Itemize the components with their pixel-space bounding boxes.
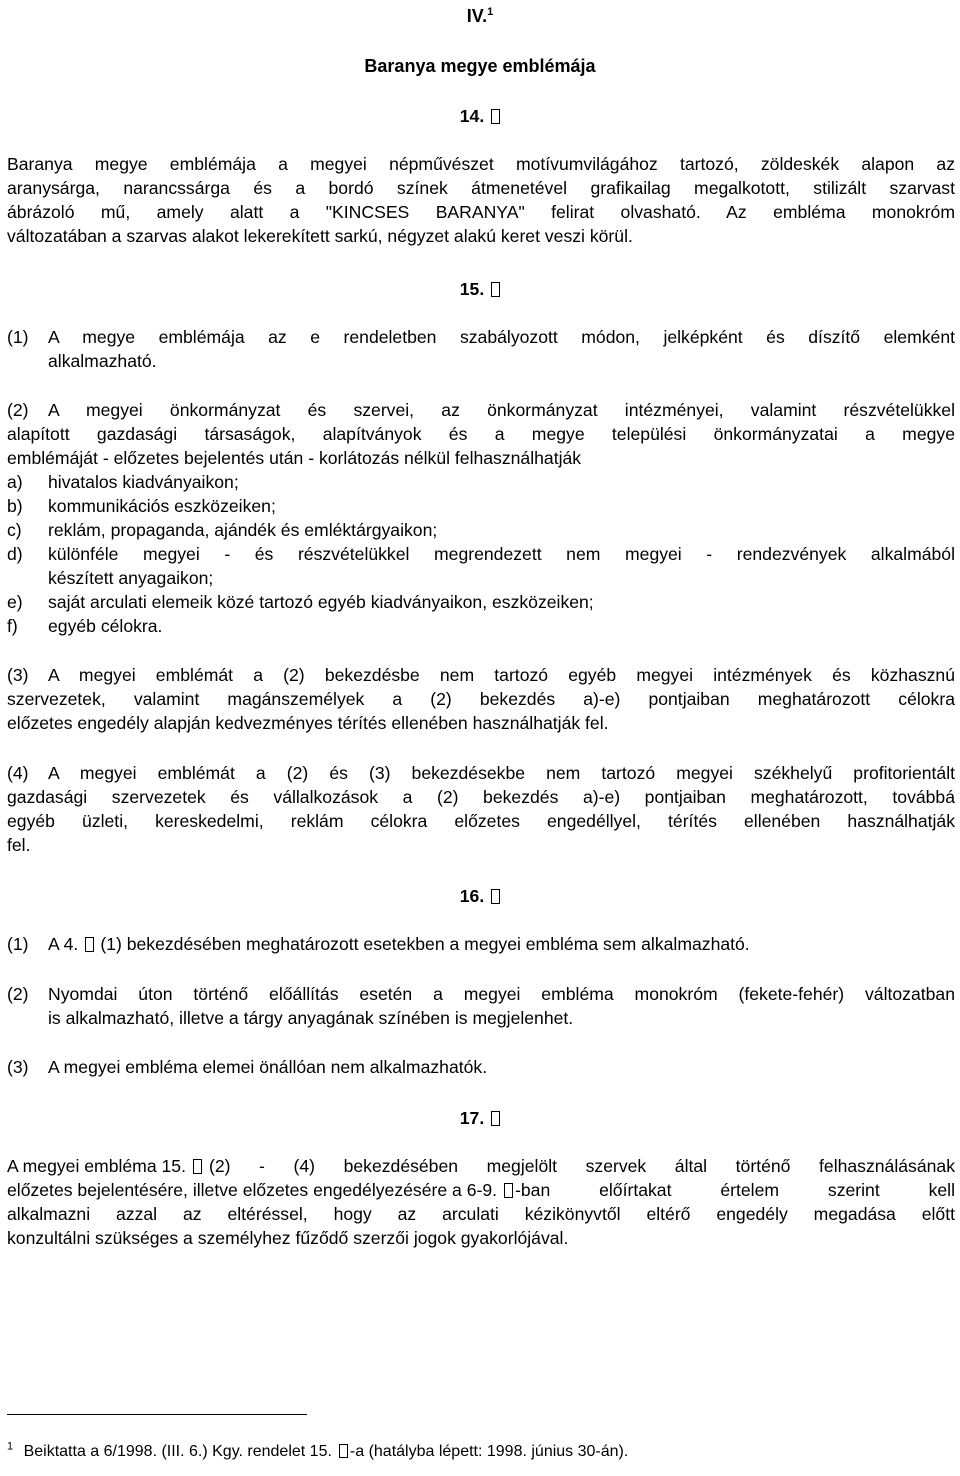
list-item-letter: a)	[7, 472, 23, 492]
section-15-heading	[0, 277, 960, 301]
text-fragment: Beiktatta a 6/1998. (III. 6.) Kgy. rendelet 15.	[23, 1443, 332, 1460]
s15-p2-line-2: alapított gazdasági társaságok, alapítványok és a megye települési önkormányzatai a megye	[7, 424, 955, 444]
s14-line-4: változatában a szarvas alakot lekerekített sarkú, négyzet alakú keret veszi körül.	[7, 226, 633, 246]
text-fragment: -a (hatályba lépett: 1998. június 30-án).	[349, 1443, 629, 1460]
s15-p3-line-3: előzetes engedély alapján kedvezményes térítés ellenében használhatják fel.	[7, 713, 609, 733]
text-fragment: (1) bekezdésében meghatározott esetekben a megyei embléma sem alkalmazható.	[100, 934, 750, 954]
list-item-letter: c)	[7, 520, 22, 540]
text-fragment: A 4.	[48, 934, 79, 954]
list-item-continuation: készített anyagaikon;	[48, 568, 214, 588]
section-number: 17.	[459, 1108, 485, 1128]
list-item: különféle megyei - és részvételükkel megrendezett nem megyei - rendezvények alkalmából	[48, 544, 955, 564]
text-fragment: A megyei embléma 15.	[7, 1156, 186, 1176]
text-fragment	[7, 1178, 515, 1202]
section-16-heading	[0, 884, 960, 908]
s17-line-3: alkalmazni azzal az eltéréssel, hogy az arculati kézikönyvtől eltérő engedély megadása előtt	[7, 1204, 955, 1224]
s14-line-3: ábrázoló mű, amely alatt a "KINCSES BARANYA" felirat olvasható. Az embléma monokróm	[7, 202, 955, 222]
paragraph-number: (4)	[7, 763, 29, 783]
s15-p4-line-3: egyéb üzleti, kereskedelmi, reklám célokra előzetes engedéllyel, térítés ellenében használhatják	[7, 811, 955, 831]
footnote-separator	[7, 1414, 307, 1415]
footnote-reference: 1	[487, 6, 494, 18]
section-sign-icon	[491, 109, 500, 124]
s15-p4-line-2: gazdasági szervezetek és vállalkozások a (2) bekezdés a)-e) pontjaiban meghatározott, továbbá	[7, 787, 955, 807]
section-sign-icon	[504, 1183, 513, 1198]
section-14-heading	[0, 104, 960, 128]
list-item: reklám, propaganda, ajándék és emléktárgyaikon;	[48, 520, 438, 540]
section-number: 15.	[459, 279, 485, 299]
list-item-letter: d)	[7, 544, 23, 564]
paragraph-number: (2)	[7, 400, 29, 420]
section-number: 16.	[459, 886, 485, 906]
section-17-heading	[0, 1106, 960, 1130]
section-sign-icon	[193, 1159, 202, 1174]
s15-p4-line-4: fel.	[7, 835, 31, 855]
s15-p1-line-2: alkalmazható.	[48, 351, 157, 371]
list-item-letter: b)	[7, 496, 23, 516]
s15-p2-line-1: A megyei önkormányzat és szervei, az önkormányzat intézményei, valamint részvételükkel	[48, 400, 955, 420]
text-fragment: -ban előírtakat értelem szerint kell	[515, 1180, 955, 1200]
list-item-letter: e)	[7, 592, 23, 612]
text-fragment	[7, 1154, 209, 1178]
text-fragment: (2) - (4) bekezdésében megjelölt szervek által történő felhasználásának	[208, 1156, 955, 1176]
s17-line-2	[7, 1178, 955, 1202]
s14-line-2: aranysárga, narancssárga és a bordó színek átmenetével grafikailag megalkotott, stilizált szarvast	[7, 178, 955, 198]
s15-p3-line-1: A megyei emblémát a (2) bekezdésbe nem tartozó egyéb megyei intézmények és közhasznú	[48, 665, 955, 685]
s14-line-1: Baranya megye emblémája a megyei népművészet motívumvilágához tartozó, zöldeskék alapon az	[7, 154, 955, 174]
paragraph-number: (1)	[7, 934, 29, 954]
paragraph-number: (2)	[7, 984, 29, 1004]
paragraph-number: (3)	[7, 665, 29, 685]
section-sign-icon	[491, 282, 500, 297]
s16-p1-text	[48, 932, 750, 956]
section-sign-icon	[339, 1444, 348, 1458]
section-sign-icon	[85, 937, 94, 952]
paragraph-number: (1)	[7, 327, 29, 347]
chapter-heading	[0, 4, 960, 28]
section-sign-icon	[491, 889, 500, 904]
s15-p2-line-3: emblémáját - előzetes bejelentés után - korlátozás nélkül felhasználhatják	[7, 448, 582, 468]
s16-p2-line-1: Nyomdai úton történő előállítás esetén a megyei embléma monokróm (fekete-fehér) változatban	[48, 984, 955, 1004]
list-item: hivatalos kiadványaikon;	[48, 472, 239, 492]
footnote	[7, 1440, 628, 1464]
s16-p3-text: A megyei embléma elemei önállóan nem alkalmazhatók.	[48, 1057, 488, 1077]
text-fragment: előzetes bejelentésére, illetve előzetes engedélyezésére a 6-9.	[7, 1180, 498, 1200]
s15-p4-line-1: A megyei emblémát a (2) és (3) bekezdésekbe nem tartozó megyei székhelyű profitorientált	[48, 763, 955, 783]
section-sign-icon	[491, 1111, 500, 1126]
list-item: kommunikációs eszközeiken;	[48, 496, 276, 516]
s17-line-4: konzultálni szükséges a személyhez fűződő szerzői jogok gyakorlójával.	[7, 1228, 569, 1248]
s17-line-1	[7, 1154, 955, 1178]
list-item: saját arculati elemeik közé tartozó egyéb kiadványaikon, eszközeiken;	[48, 592, 594, 612]
s15-p3-line-2: szervezetek, valamint magánszemélyek a (2) bekezdés a)-e) pontjaiban meghatározott célokra	[7, 689, 955, 709]
page-title: Baranya megye emblémája	[364, 56, 596, 76]
footnote-number: 1	[7, 1440, 14, 1453]
chapter-number: IV.	[466, 6, 488, 26]
s15-p1-line-1: A megye emblémája az e rendeletben szabályozott módon, jelképként és díszítő elemként	[48, 327, 955, 347]
paragraph-number: (3)	[7, 1057, 29, 1077]
s16-p2-line-2: is alkalmazható, illetve a tárgy anyagának színében is megjelenhet.	[48, 1008, 574, 1028]
list-item: egyéb célokra.	[48, 616, 163, 636]
section-number: 14.	[459, 106, 485, 126]
list-item-letter: f)	[7, 616, 18, 636]
